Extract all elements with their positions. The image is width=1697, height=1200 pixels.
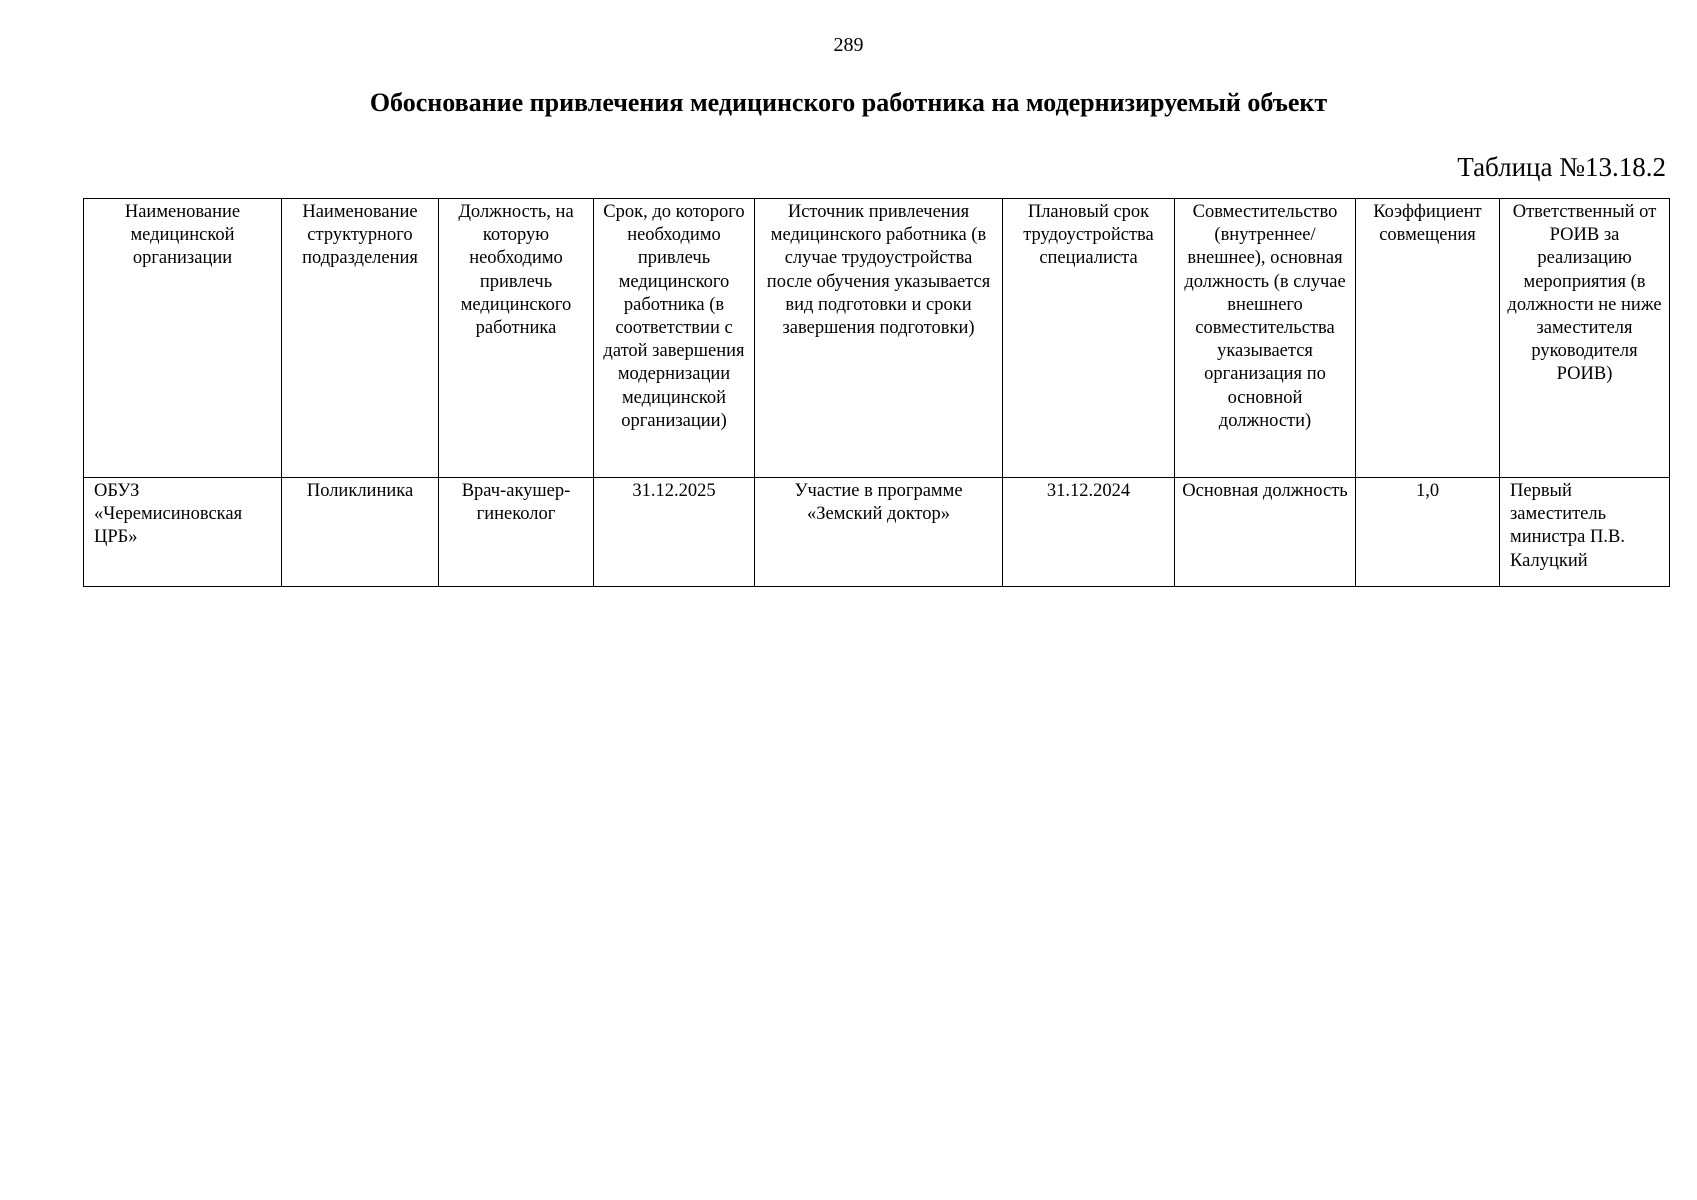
header-deadline: Срок, до которого необходимо привлечь медицинского работника (в соответствии с датой завершения модернизации медицинской организации) (594, 199, 755, 478)
cell-position: Врач-акушер-гинеколог (439, 478, 594, 587)
header-organization: Наименование медицинской организации (84, 199, 282, 478)
header-coefficient: Коэффициент совмещения (1356, 199, 1500, 478)
cell-deadline: 31.12.2025 (594, 478, 755, 587)
cell-coefficient: 1,0 (1356, 478, 1500, 587)
header-responsible: Ответственный от РОИВ за реализацию мероприятия (в должности не ниже заместителя руководителя РОИВ) (1500, 199, 1670, 478)
cell-department: Поликлиника (282, 478, 439, 587)
header-combination: Совместительство (внутреннее/внешнее), основная должность (в случае внешнего совместительства указывается организация по основной должности) (1175, 199, 1356, 478)
table-label: Таблица №13.18.2 (1457, 152, 1666, 182)
cell-planned-date: 31.12.2024 (1003, 478, 1175, 587)
header-source: Источник привлечения медицинского работника (в случае трудоустройства после обучения указывается вид подготовки и сроки завершения подготовки) (755, 199, 1003, 478)
header-planned-date: Плановый срок трудоустройства специалиста (1003, 199, 1175, 478)
cell-responsible: Первый заместитель министра П.В. Калуцкий (1500, 478, 1670, 587)
table-row (84, 478, 1670, 587)
cell-combination: Основная должность (1175, 478, 1356, 587)
cell-organization: ОБУЗ «Черемисиновская ЦРБ» (84, 478, 282, 587)
table-header-row (84, 199, 1670, 478)
header-position: Должность, на которую необходимо привлечь медицинского работника (439, 199, 594, 478)
header-department: Наименование структурного подразделения (282, 199, 439, 478)
cell-source: Участие в программе «Земский доктор» (755, 478, 1003, 587)
document-title: Обоснование привлечения медицинского работника на модернизируемый объект (369, 88, 1328, 117)
staffing-table (83, 198, 1670, 587)
page-number: 289 (833, 34, 864, 56)
